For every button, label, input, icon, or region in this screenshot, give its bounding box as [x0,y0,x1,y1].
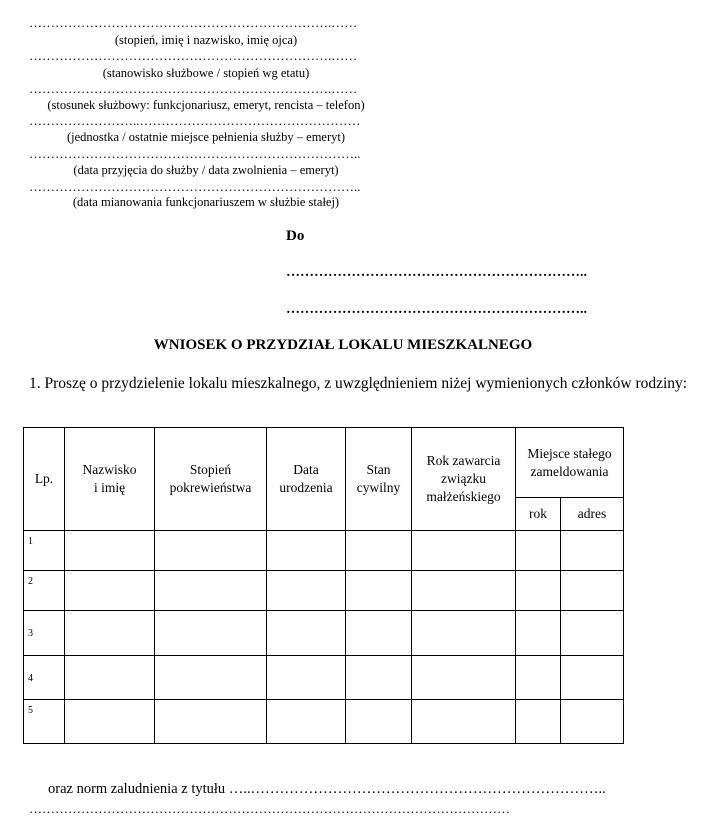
cell-residence-address[interactable] [561,531,624,571]
cell-marriage-year[interactable] [412,611,516,656]
cell-name[interactable] [65,656,155,700]
cell-marriage-year[interactable] [412,531,516,571]
row-number: 3 [24,611,65,656]
header-relation-line2: pokrewieństwa [169,480,252,495]
table-row [24,531,624,571]
cell-name[interactable] [65,700,155,744]
cell-dob[interactable] [267,656,346,700]
cell-civil-status[interactable] [346,531,412,571]
cell-civil-status[interactable] [346,656,412,700]
header-dob-line2: urodzenia [279,480,333,495]
header-lp [24,428,65,531]
header-civil-line1: Stan [366,462,391,477]
request-paragraph: 1. Proszę o przydzielenie lokalu mieszkalnego, z uwzględnieniem niżej wymienionych członków rodziny: [29,375,688,392]
cell-dob[interactable] [267,700,346,744]
row-number: 2 [24,571,65,611]
admission-date-field-dots[interactable]: ………………………………………………………………….. [29,146,361,161]
header-name [65,428,155,531]
addressee-label: Do [286,228,305,244]
rank-name-caption: (stopień, imię i nazwisko, imię ojca) [114,33,298,47]
cell-marriage-year[interactable] [412,700,516,744]
continuation-line[interactable]: ………………………………………………………………………………………………… [29,801,510,816]
header-dob [267,428,346,531]
header-dob-line1: Data [293,462,319,477]
service-relation-caption: (stosunek służbowy: funkcjonariusz, emeryt, rencista – telefon) [47,98,365,112]
header-marriage-line2: związku [441,471,486,486]
cell-marriage-year[interactable] [412,656,516,700]
header-residence [516,428,624,498]
appointment-date-field-dots[interactable]: ………………………………………………………………….. [29,179,361,194]
header-marriage-line3: małżeńskiego [426,489,501,504]
cell-relation[interactable] [155,656,267,700]
cell-residence-year[interactable] [516,571,561,611]
unit-caption: (jednostka / ostatnie miejsce pełnienia służby – emeryt) [66,130,346,144]
cell-residence-year[interactable] [516,656,561,700]
header-residence-line1: Miejsce stałego [527,445,612,461]
cell-name[interactable] [65,571,155,611]
header-residence-address [561,498,624,531]
family-members-table [23,427,624,744]
appointment-date-caption: (data mianowania funkcjonariuszem w służbie stałej) [72,195,340,209]
addressee-line-2[interactable]: ……………………………………………………….. [286,302,587,317]
header-name-line2: i imię [93,480,126,495]
cell-civil-status[interactable] [346,700,412,744]
header-residence-address-text: adres [577,506,607,521]
row-number: 1 [24,531,65,571]
header-marriage-line1: Rok zawarcia [426,453,501,468]
admission-date-caption: (data przyjęcia do służby / data zwolnienia – emeryt) [73,163,339,177]
document-title: WNIOSEK O PRZYDZIAŁ LOKALU MIESZKALNEGO [153,337,533,353]
cell-residence-address[interactable] [561,611,624,656]
cell-civil-status[interactable] [346,611,412,656]
cell-name[interactable] [65,531,155,571]
cell-relation[interactable] [155,700,267,744]
cell-relation[interactable] [155,571,267,611]
cell-residence-address[interactable] [561,700,624,744]
table-row [24,611,624,656]
header-name-line1: Nazwisko [82,462,137,477]
table-row [24,700,624,744]
row-number: 5 [24,700,65,744]
cell-dob[interactable] [267,611,346,656]
cell-residence-address[interactable] [561,656,624,700]
cell-residence-address[interactable] [561,571,624,611]
cell-residence-year[interactable] [516,531,561,571]
cell-dob[interactable] [267,531,346,571]
row-number: 4 [24,656,65,700]
table-row [24,571,624,611]
header-relation-line1: Stopień [189,462,232,477]
header-relation [155,428,267,531]
header-residence-year-text: rok [529,506,547,521]
cell-name[interactable] [65,611,155,656]
header-civil-status [346,428,412,531]
addressee-line-1[interactable]: ……………………………………………………….. [286,265,587,280]
position-field-dots[interactable]: …………………………………………………………….…… [29,48,358,63]
cell-residence-year[interactable] [516,700,561,744]
header-marriage-year [412,428,516,531]
header-lp-text: Lp. [34,471,54,486]
unit-field-dots[interactable]: ……………………..…………………………………………… [29,113,361,128]
header-residence-line2: zameldowania [530,463,609,479]
rank-name-field-dots[interactable]: …………………………………………………………….…… [29,15,358,30]
cell-civil-status[interactable] [346,571,412,611]
cell-relation[interactable] [155,611,267,656]
cell-marriage-year[interactable] [412,571,516,611]
cell-residence-year[interactable] [516,611,561,656]
header-civil-line2: cywilny [356,480,401,495]
position-caption: (stanowisko służbowe / stopień wg etatu) [102,66,310,80]
cell-dob[interactable] [267,571,346,611]
occupancy-norm-line[interactable]: oraz norm zaludnienia z tytułu …..……………………………………………………………….. [48,781,606,797]
cell-relation[interactable] [155,531,267,571]
header-residence-year [516,498,561,531]
service-relation-field-dots[interactable]: …………………………………………………………….…… [29,81,358,96]
table-row [24,656,624,700]
